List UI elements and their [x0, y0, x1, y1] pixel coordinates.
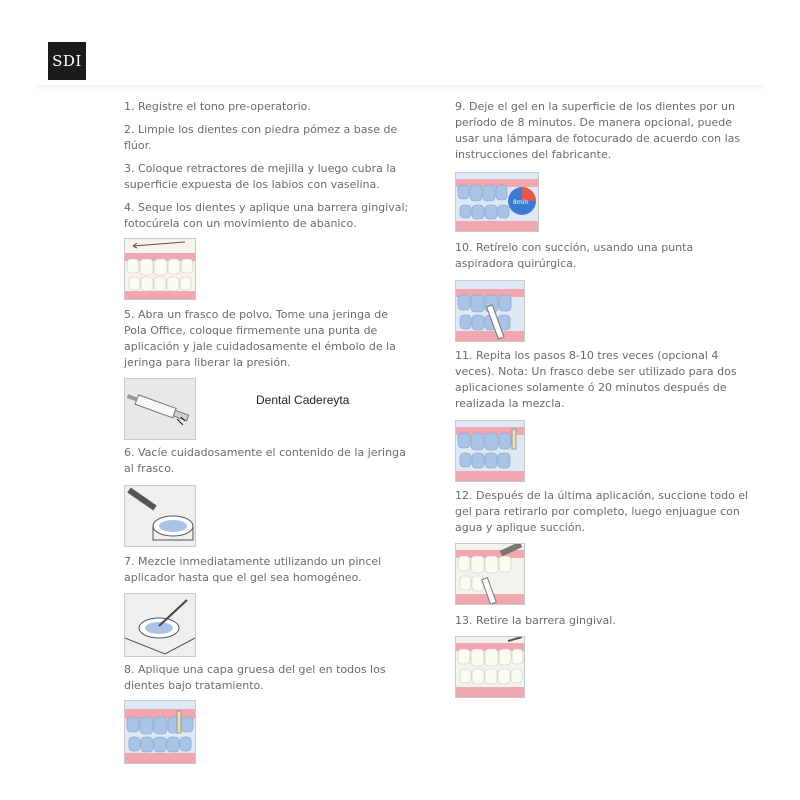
step-9: 9. Deje el gel en la superficie de los dientes por un período de 8 minutos. De manera opcional, puede usar una lámpara de fotocurado de acuerdo con las instrucciones del fabricante. [455, 100, 741, 161]
teeth-barrier-illustration [124, 238, 196, 300]
repeat-illustration [455, 420, 525, 482]
sdi-logo [48, 42, 86, 80]
step-11: 11. Repita los pasos 8-10 tres veces (opcional 4 veces). Nota: Un frasco debe ser utilizado para dos aplicaciones solamente ó 20 minutos después de realizada la mezcla. [455, 349, 737, 410]
watermark: Dental Cadereyta [256, 393, 350, 407]
step-12: 12. Después de la última aplicación, succione todo el gel para retirarlo por completo, luego enjuague con agua y aplique succión. [455, 489, 749, 534]
step-10: 10. Retírelo con succión, usando una punta aspiradora quirúrgica. [455, 241, 694, 270]
step-5: 5. Abra un frasco de polvo. Tome una jeringa de Pola Office, coloque firmemente una punta de aplicación y jale cuidadosamente el émbolo de la jeringa para liberar la presión. [124, 308, 396, 369]
timer-label: 8min [513, 199, 529, 206]
step-4: 4. Seque los dientes y aplique una barrera gingival; fotocúrela con un movimiento de abanico. [124, 201, 409, 230]
suction-illustration [455, 280, 525, 342]
logo-text: SDI [52, 52, 82, 70]
mixing-illustration [124, 593, 196, 657]
step-13: 13. Retire la barrera gingival. [455, 614, 616, 627]
step-6: 6. Vacíe cuidadosamente el contenido de la jeringa al frasco. [124, 446, 406, 475]
rinse-illustration [455, 543, 525, 605]
step-3: 3. Coloque retractores de mejilla y luego cubra la superficie expuesta de los labios con vaselina. [124, 162, 397, 191]
gel-application-illustration [124, 700, 196, 764]
step-2: 2. Limpie los dientes con piedra pómez a base de flúor. [124, 123, 398, 152]
timer-illustration [455, 172, 539, 232]
step-8: 8. Aplique una capa gruesa del gel en todos los dientes bajo tratamiento. [124, 663, 386, 692]
header-divider [36, 85, 764, 91]
step-1: 1. Registre el tono pre-operatorio. [124, 100, 311, 113]
step-7: 7. Mezcle inmediatamente utilizando un pincel aplicador hasta que el gel sea homogéneo. [124, 555, 382, 584]
powder-vial-illustration [124, 485, 196, 547]
syringe-illustration [124, 378, 196, 440]
final-teeth-illustration [455, 636, 525, 698]
